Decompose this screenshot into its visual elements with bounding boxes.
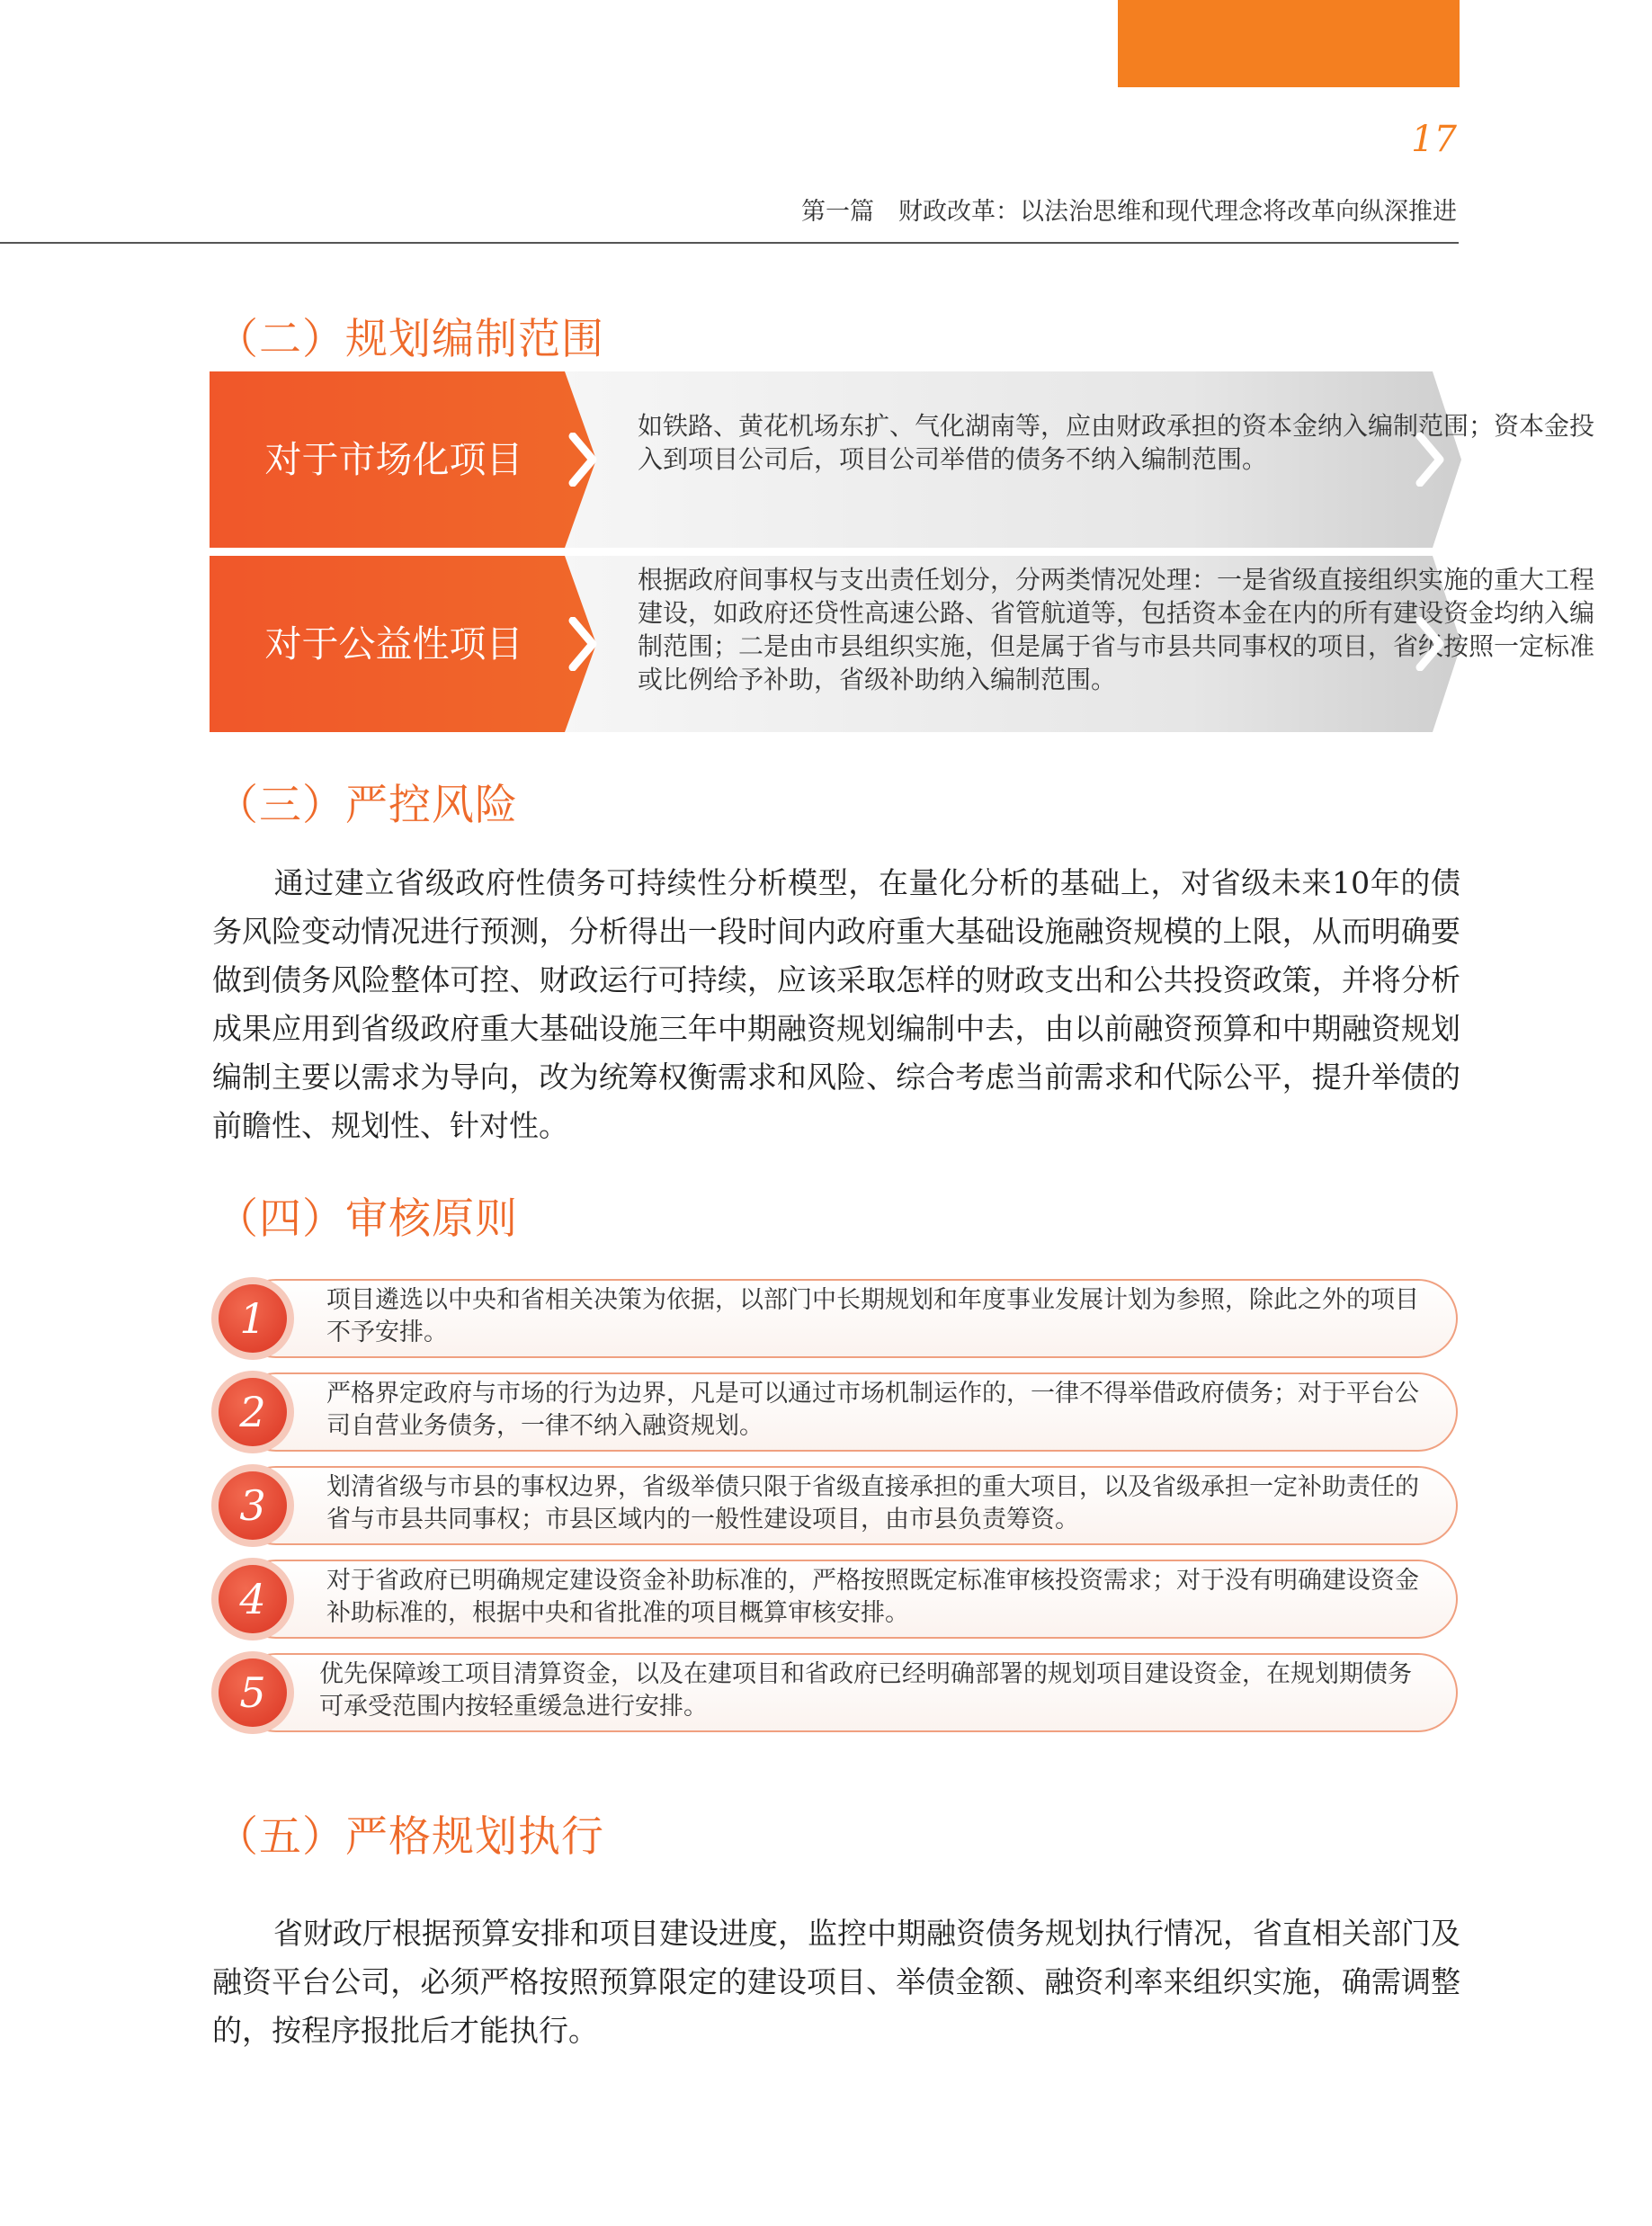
scope-row-market (210, 371, 1595, 548)
principle-item-5 (210, 1649, 1461, 1736)
principle-text: 项目遴选以中央和省相关决策为依据，以部门中长期规划和年度事业发展计划为参照，除此之外的项目不予安排。 (326, 1286, 1419, 1346)
principle-number: 5 (239, 1668, 266, 1717)
principle-number: 1 (239, 1294, 266, 1343)
section-title-risk: （三）严控风险 (216, 781, 518, 830)
section-title-scope: （二）规划编制范围 (216, 315, 604, 364)
chevron-right-icon (567, 433, 600, 487)
principle-number: 4 (239, 1575, 266, 1623)
header-rule (0, 242, 1459, 244)
execution-paragraph (212, 1909, 1460, 2055)
section-title-principles: （四）审核原则 (216, 1194, 518, 1244)
scope-row-public (210, 556, 1595, 732)
principle-item-2 (210, 1369, 1461, 1455)
scope-text-market: 如铁路、黄花机场东扩、气化湖南等，应由财政承担的资本金纳入编制范围；资本金投入到项目公司后，项目公司举借的债务不纳入编制范围。 (638, 411, 1595, 474)
principle-item-1 (210, 1275, 1461, 1362)
principle-item-3 (210, 1462, 1461, 1549)
principle-text: 优先保障竣工项目清算资金，以及在建项目和省政府已经明确部署的规划项目建设资金，在规划期债务可承受范围内按轻重缓急进行安排。 (319, 1660, 1412, 1721)
scope-label-market: 对于市场化项目 (264, 438, 523, 481)
execution-paragraph-text: 省财政厅根据预算安排和项目建设进度，监控中期融资债务规划执行情况，省直相关部门及融资平台公司，必须严格按照预算限定的建设项目、举债金额、融资利率来组织实施，确需调整的，按程序报批后才能执行。 (212, 1916, 1460, 2048)
principle-item-4 (210, 1556, 1461, 1642)
principle-number: 3 (239, 1481, 266, 1530)
chevron-right-icon (1415, 433, 1447, 487)
running-head: 第一篇 财政改革：以法治思维和现代理念将改革向纵深推进 (801, 198, 1457, 226)
chevron-right-icon (1415, 617, 1447, 671)
principle-text: 对于省政府已明确规定建设资金补助标准的，严格按照既定标准审核投资需求；对于没有明确建设资金补助标准的，根据中央和省批准的项目概算审核安排。 (326, 1567, 1419, 1627)
scope-label-public: 对于公益性项目 (264, 622, 523, 666)
header-orange-tab (1118, 0, 1460, 87)
page-number: 17 (1411, 119, 1457, 160)
scope-text-public: 根据政府间事权与支出责任划分，分两类情况处理：一是省级直接组织实施的重大工程建设，如政府还贷性高速公路、省管航道等，包括资本金在内的所有建设资金均纳入编制范围；二是由市县组织实施，但是属于省与市县共同事权的项目，省级按照一定标准或比例给予补助，省级补助纳入编制范围。 (638, 565, 1595, 694)
principle-number: 2 (239, 1388, 266, 1436)
principle-text: 划清省级与市县的事权边界，省级举债只限于省级直接承担的重大项目，以及省级承担一定补助责任的省与市县共同事权；市县区域内的一般性建设项目，由市县负责筹资。 (326, 1473, 1419, 1533)
risk-paragraph-text: 通过建立省级政府性债务可持续性分析模型，在量化分析的基础上，对省级未来10年的债务风险变动情况进行预测，分析得出一段时间内政府重大基础设施融资规模的上限，从而明确要做到债务风险整体可控、财政运行可持续，应该采取怎样的财政支出和公共投资政策，并将分析成果应用到省级政府重大基础设施三年中期融资规划编制中去，由以前融资预算和中期融资规划编制主要以需求为导向，改为统筹权衡需求和风险、综合考虑当前需求和代际公平，提升举债的前瞻性、规划性、针对性。 (212, 865, 1460, 1143)
section-title-execution: （五）严格规划执行 (216, 1812, 604, 1862)
risk-paragraph (212, 859, 1460, 1150)
chevron-right-icon (567, 617, 600, 671)
principle-text: 严格界定政府与市场的行为边界，凡是可以通过市场机制运作的，一律不得举借政府债务；对于平台公司自营业务债务，一律不纳入融资规划。 (326, 1380, 1419, 1440)
